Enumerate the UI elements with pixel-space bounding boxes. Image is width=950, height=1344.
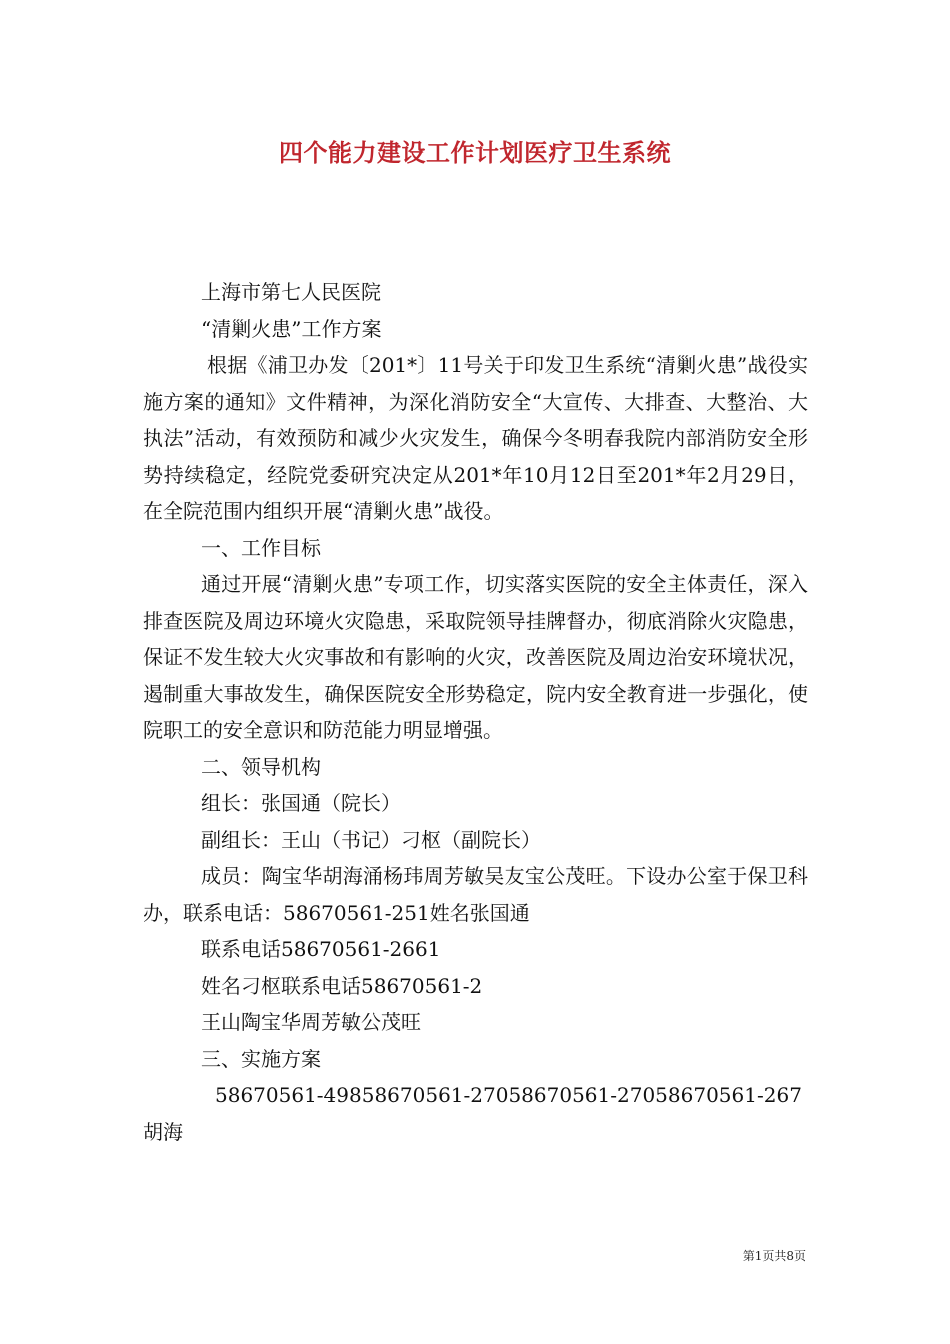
section-heading-plan: 三、实施方案 bbox=[201, 1046, 321, 1071]
leader-line: 组长：张国通（院长） bbox=[201, 791, 401, 815]
contact-name-line: 姓名刁枢联系电话58670561-2 bbox=[201, 973, 483, 998]
names-line: 王山陶宝华周芳敏公茂旺 bbox=[201, 1010, 421, 1034]
document-title: 四个能力建设工作计划医疗卫生系统 bbox=[279, 138, 671, 167]
deputy-leader-line: 副组长：王山（书记）刁枢（副院长） bbox=[201, 827, 541, 852]
contact-phone-line: 联系电话58670561-2661 bbox=[201, 937, 441, 961]
hospital-name: 上海市第七人民医院 bbox=[201, 280, 381, 304]
goals-paragraph: 通过开展“清剿火患”专项工作，切实落实医院的安全主体责任，深入排查医院及周边环境火灾隐患，采取院领导挂牌督办，彻底消除火灾隐患，保证不发生较大火灾事故和有影响的火灾，改善医院及周边治安环境状况，遏制重大事故发生，确保医院安全形势稳定，院内安全教育进一步强化，使院职工的安全意识和防范能力明显增强。 bbox=[143, 572, 808, 742]
section-heading-leadership: 二、领导机构 bbox=[201, 754, 321, 779]
document-body bbox=[143, 274, 808, 1150]
members-paragraph: 成员：陶宝华胡海涌杨玮周芳敏吴友宝公茂旺。下设办公室于保卫科办，联系电话：58670561-251姓名张国通 bbox=[143, 864, 808, 925]
page-number: 第1页共8页 bbox=[742, 1249, 806, 1263]
phone-numbers-line: 58670561-49858670561-27058670561-27058670561-267胡海 bbox=[143, 1083, 802, 1144]
plan-title: “清剿火患”工作方案 bbox=[201, 316, 382, 341]
section-heading-goals: 一、工作目标 bbox=[201, 535, 321, 560]
intro-paragraph: 根据《浦卫办发〔201*〕11号关于印发卫生系统“清剿火患”战役实施方案的通知》文件精神，为深化消防安全“大宣传、大排查、大整治、大执法”活动，有效预防和减少火灾发生，确保今冬明春我院内部消防安全形势持续稳定，经院党委研究决定从201*年10月12日至201*年2月29日，在全院范围内组织开展“清剿火患”战役。 bbox=[143, 353, 808, 523]
